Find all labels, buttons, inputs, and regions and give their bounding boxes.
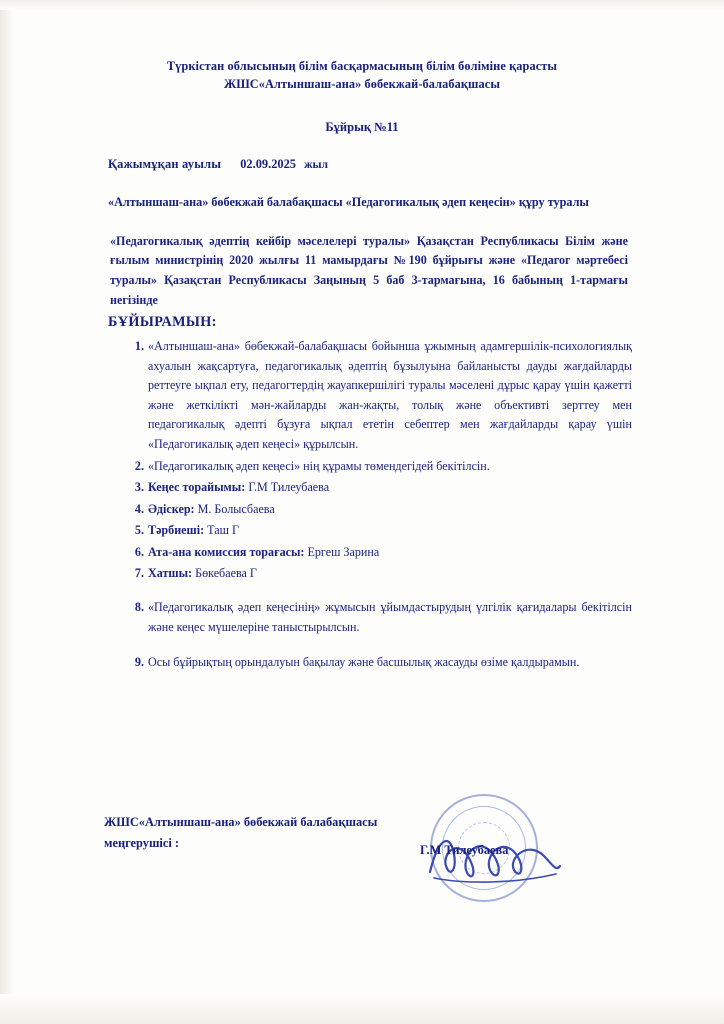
order-item <box>134 543 632 563</box>
order-item-number: 6. <box>134 544 144 559</box>
header-line-2: ЖШС«Алтыншаш-ана» бөбекжай-балабақшасы <box>223 76 501 91</box>
order-item-text: «Педагогикалық әдеп кеңесінің» жұмысын ұйымдастырудың үлгілік қағидалары бекітілсін және кеңес мүшелеріне таныстырылсын. <box>148 600 632 634</box>
header-line-1: Түркістан облысының білім басқармасының білім бөліміне қарасты <box>166 59 558 73</box>
order-item <box>134 653 632 673</box>
order-items-list <box>0 337 724 673</box>
order-item-text: Осы бұйрықтың орындалуын бақылау және басшылық жасауды өзіме қалдырамын. <box>148 655 580 670</box>
order-title: Бұйрық №11 <box>325 119 399 134</box>
order-item-label: Хатшы: <box>148 566 193 581</box>
order-item-value: Г.М Тилеубаева <box>248 480 330 495</box>
order-item-number: 5. <box>134 523 144 538</box>
order-item-value: М. Болысбаева <box>197 501 275 516</box>
order-meta <box>0 157 724 172</box>
order-item-number: 7. <box>134 566 144 581</box>
order-item <box>134 457 632 477</box>
order-item-number: 1. <box>134 339 144 354</box>
order-item-number: 4. <box>134 501 144 516</box>
order-item-number: 8. <box>134 600 144 615</box>
order-preamble: «Педагогикалық әдептің кейбір мәселелері туралы» Қазақстан Республикасы Білім және ғылым министрінің 2020 жылғы 11 мамырдағы №190 бұйрығы және «Педагог мәртебесі туралы» Қазақстан Республикасы Заңының 5 баб 3-тармағына, 16 бабының 1-тармағы негізінде <box>110 233 628 307</box>
order-item-number: 3. <box>134 480 144 495</box>
order-item <box>134 337 632 454</box>
signature-role-line-2: меңгерушісі : <box>104 836 180 851</box>
order-item-value: Ергеш Зарина <box>307 544 380 559</box>
order-date: 02.09.2025 <box>240 156 296 171</box>
order-item-text: «Алтыншаш-ана» бөбекжай-балабақшасы бойынша ұжымның адамгершілік-психологиялық ахуалын жақсартуға, педагогикалық әдептің бұзылуына байланысты дауды жағдайларды реттеуге ықпал ету, педагогтердің жауапкершілігі туралы мәселені дұрыс қарау үшін қажетті және жеткілікті мән-жайларды жан-жақты, толық және объективті зерттеу мен педагогикалық әдепті бұзуға ықпал ететін себептер мен жағдайларды қарау үшін «Педагогикалық әдеп кеңесі» құрылсын. <box>148 339 632 451</box>
order-item <box>134 598 632 637</box>
order-item-value: Таш Г <box>207 523 239 538</box>
order-item-number: 2. <box>134 458 144 473</box>
village-name: Қажымұқан ауылы <box>108 156 222 171</box>
order-item-label: Кеңес торайымы: <box>148 480 246 495</box>
command-word: БҰЙЫРАМЫН: <box>108 314 217 331</box>
signature-role-line-1: ЖШС«Алтыншаш-ана» бөбекжай балабақшасы <box>104 815 378 829</box>
order-item-label: Әдіскер: <box>148 501 195 516</box>
order-item-value: Бөкебаева Г <box>195 566 257 581</box>
order-item-number: 9. <box>134 655 144 670</box>
order-item <box>134 500 632 520</box>
order-item <box>134 478 632 498</box>
signature-name: Г.М Тилеубаева <box>420 843 509 857</box>
order-date-suffix: жыл <box>304 157 329 171</box>
order-item-label: Тәрбиеші: <box>148 523 205 538</box>
order-item-label: Ата-ана комиссия торағасы: <box>148 544 305 559</box>
signature-role <box>104 812 664 854</box>
order-item <box>134 521 632 541</box>
order-item-text: «Педагогикалық әдеп кеңесі» нің құрамы төмендегідей бекітілсін. <box>148 458 490 473</box>
document-header <box>0 58 724 94</box>
order-item <box>134 564 632 584</box>
order-subject: «Алтыншаш-ана» бөбекжай балабақшасы «Педагогикалық әдеп кеңесін» құру туралы <box>108 194 589 209</box>
